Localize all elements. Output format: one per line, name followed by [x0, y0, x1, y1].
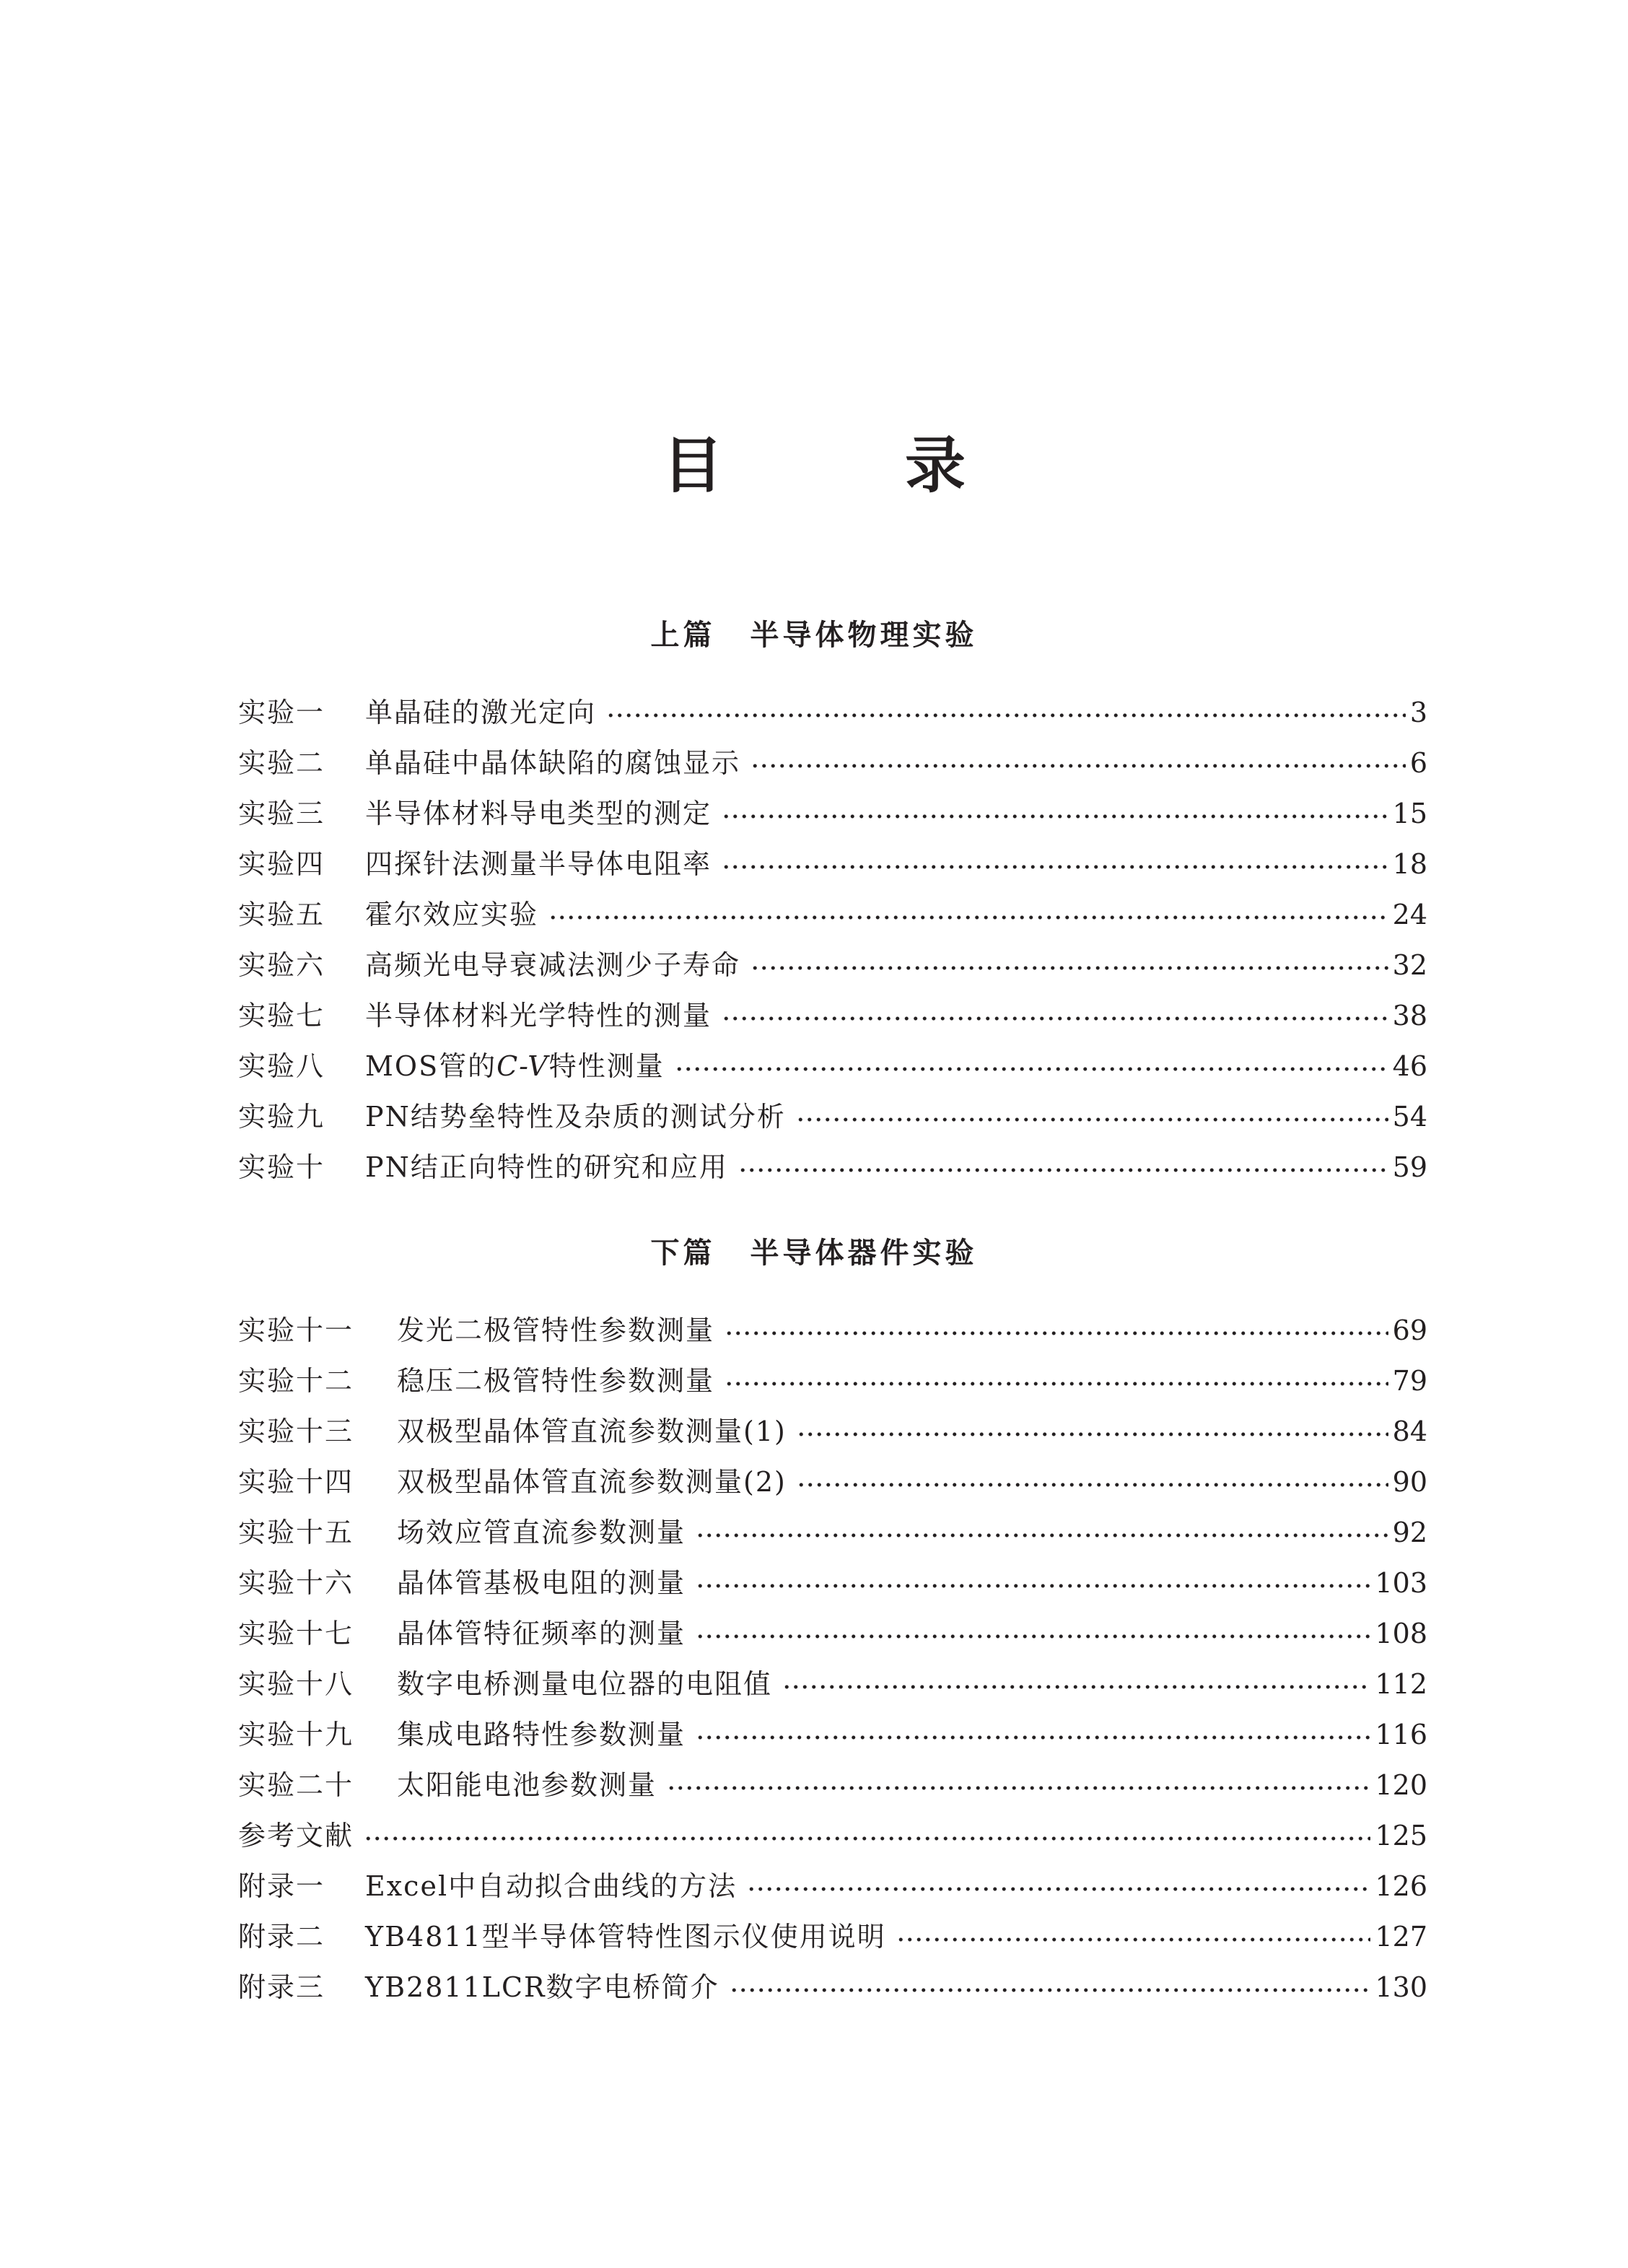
dot-leader	[725, 1330, 1388, 1336]
entry-title: YB2811LCR数字电桥简介	[365, 1971, 719, 2003]
entry-page: 125	[1375, 1820, 1427, 1852]
toc-entry[interactable]	[238, 1041, 1427, 1091]
entry-label: 实验十六	[238, 1567, 354, 1599]
entry-title: 半导体材料光学特性的测量	[365, 1000, 712, 1031]
entry-page: 69	[1392, 1314, 1427, 1346]
entry-page: 112	[1375, 1668, 1427, 1700]
toc-entry[interactable]	[238, 1142, 1427, 1192]
entry-label: 实验三	[238, 798, 325, 829]
entry-page: 6	[1409, 747, 1427, 779]
part-name: 半导体物理实验	[750, 619, 978, 652]
toc-entry[interactable]	[238, 990, 1427, 1041]
toc-entry[interactable]	[238, 1659, 1427, 1709]
dot-leader	[722, 1016, 1388, 1021]
toc-entry[interactable]	[238, 738, 1427, 788]
entry-title: YB4811型半导体管特性图示仪使用说明	[365, 1921, 886, 1953]
dot-leader	[896, 1937, 1371, 1942]
entry-page: 46	[1392, 1050, 1427, 1082]
entry-page: 103	[1375, 1567, 1427, 1599]
dot-leader	[722, 864, 1388, 870]
part-name: 半导体器件实验	[750, 1237, 978, 1270]
entry-title: 参考文献	[238, 1820, 354, 1852]
dot-leader	[797, 1482, 1388, 1488]
entry-page: 90	[1392, 1466, 1427, 1498]
entry-title: 双极型晶体管直流参数测量(1)	[397, 1416, 787, 1447]
entry-label: 实验七	[238, 1000, 325, 1031]
part-label: 下篇	[650, 1237, 716, 1270]
dot-leader	[696, 1583, 1370, 1589]
entry-page: 59	[1392, 1151, 1427, 1183]
entry-page: 54	[1392, 1101, 1427, 1133]
entry-title: 晶体管基极电阻的测量	[397, 1567, 686, 1599]
entry-title: 霍尔效应实验	[365, 899, 539, 930]
entry-label: 附录一	[238, 1870, 325, 1902]
toc-entry[interactable]	[238, 1608, 1427, 1659]
entry-page: 32	[1392, 949, 1427, 981]
entry-page: 127	[1375, 1921, 1427, 1953]
dot-leader	[750, 763, 1406, 769]
toc-entry[interactable]	[238, 1861, 1427, 1911]
dot-leader	[730, 1987, 1371, 1993]
toc-entry-references[interactable]	[238, 1810, 1427, 1861]
entry-title: 高频光电导衰减法测少子寿命	[365, 949, 741, 981]
toc-entry[interactable]	[238, 1457, 1427, 1507]
entry-label: 附录二	[238, 1921, 325, 1953]
entry-page: 18	[1392, 848, 1427, 880]
entry-title: 太阳能电池参数测量	[397, 1769, 657, 1801]
entry-page: 15	[1392, 798, 1427, 829]
toc-entry[interactable]	[238, 1911, 1427, 1962]
dot-leader	[750, 965, 1388, 971]
toc-entry[interactable]	[238, 788, 1427, 839]
dot-leader	[667, 1785, 1370, 1791]
dot-leader	[738, 1167, 1388, 1173]
entry-label: 实验十一	[238, 1314, 354, 1346]
entry-page: 84	[1392, 1416, 1427, 1447]
toc-entry[interactable]	[238, 1558, 1427, 1608]
entry-title: 发光二极管特性参数测量	[397, 1314, 715, 1346]
entry-title: PN结正向特性的研究和应用	[365, 1151, 728, 1183]
entry-label: 实验二十	[238, 1769, 354, 1801]
toc-entry[interactable]	[238, 839, 1427, 889]
entry-label: 实验十五	[238, 1517, 354, 1548]
dot-leader	[696, 1532, 1388, 1538]
dot-leader	[364, 1836, 1370, 1841]
entry-label: 实验十四	[238, 1466, 354, 1498]
entry-page: 92	[1392, 1517, 1427, 1548]
entry-page: 3	[1409, 697, 1427, 728]
dot-leader	[747, 1886, 1370, 1892]
entry-label: 实验十九	[238, 1719, 354, 1750]
entry-label: 实验六	[238, 949, 325, 981]
entry-title: 四探针法测量半导体电阻率	[365, 848, 712, 880]
entry-title: Excel中自动拟合曲线的方法	[365, 1870, 738, 1902]
entry-label: 实验一	[238, 697, 325, 728]
entry-page: 79	[1392, 1365, 1427, 1397]
toc-entry[interactable]	[238, 1760, 1427, 1810]
entry-label: 实验十三	[238, 1416, 354, 1447]
entry-label: 附录三	[238, 1971, 325, 2003]
dot-leader	[797, 1431, 1388, 1437]
dot-leader	[606, 712, 1406, 718]
entry-title: 半导体材料导电类型的测定	[365, 798, 712, 829]
entry-title: PN结势垒特性及杂质的测试分析	[365, 1101, 786, 1133]
entry-title: 场效应管直流参数测量	[397, 1517, 686, 1548]
section-heading-part2	[0, 1233, 1628, 1273]
entry-title-pre: MOS管的	[365, 1050, 497, 1082]
entry-title: 稳压二极管特性参数测量	[397, 1365, 715, 1397]
entry-page: 116	[1375, 1719, 1427, 1750]
entry-label: 实验八	[238, 1050, 325, 1082]
entry-label: 实验十	[238, 1151, 325, 1183]
entry-title-post: 特性测量	[548, 1050, 665, 1082]
toc-entry[interactable]	[238, 1709, 1427, 1760]
dot-leader	[782, 1684, 1370, 1690]
toc-entry[interactable]	[238, 1962, 1427, 2012]
entry-page: 24	[1392, 899, 1427, 930]
toc-entry[interactable]	[238, 1356, 1427, 1406]
entry-title: 数字电桥测量电位器的电阻值	[397, 1668, 773, 1700]
toc-entry[interactable]	[238, 1091, 1427, 1142]
dot-leader	[722, 814, 1388, 819]
entry-title: 集成电路特性参数测量	[397, 1719, 686, 1750]
entry-label: 实验九	[238, 1101, 325, 1133]
toc-entry[interactable]	[238, 1406, 1427, 1457]
toc-entry[interactable]	[238, 1305, 1427, 1356]
dot-leader	[675, 1066, 1388, 1072]
entry-page: 126	[1375, 1870, 1427, 1902]
entry-title	[365, 1047, 665, 1085]
entry-title: 单晶硅中晶体缺陷的腐蚀显示	[365, 747, 741, 779]
entry-label: 实验十八	[238, 1668, 354, 1700]
entry-page: 38	[1392, 1000, 1427, 1031]
page-title: 目 录	[662, 429, 1026, 501]
entry-label: 实验十七	[238, 1618, 354, 1649]
dot-leader	[796, 1117, 1388, 1122]
entry-label: 实验二	[238, 747, 325, 779]
entry-page: 130	[1375, 1971, 1427, 2003]
part-label: 上篇	[650, 619, 716, 652]
entry-title-italic: C-V	[496, 1050, 549, 1082]
entry-title: 双极型晶体管直流参数测量(2)	[397, 1466, 787, 1498]
toc-entry[interactable]	[238, 1507, 1427, 1558]
toc-entry[interactable]	[238, 940, 1427, 990]
entry-label: 实验十二	[238, 1365, 354, 1397]
dot-leader	[548, 915, 1388, 920]
entry-label: 实验四	[238, 848, 325, 880]
entry-page: 108	[1375, 1618, 1427, 1649]
entry-page: 120	[1375, 1769, 1427, 1801]
toc-entry[interactable]	[238, 687, 1427, 738]
section-heading-part1	[0, 615, 1628, 655]
toc-entry[interactable]	[238, 889, 1427, 940]
entry-title: 单晶硅的激光定向	[365, 697, 597, 728]
entry-label: 实验五	[238, 899, 325, 930]
dot-leader	[725, 1381, 1388, 1387]
entry-title: 晶体管特征频率的测量	[397, 1618, 686, 1649]
dot-leader	[696, 1634, 1370, 1639]
dot-leader	[696, 1735, 1370, 1740]
